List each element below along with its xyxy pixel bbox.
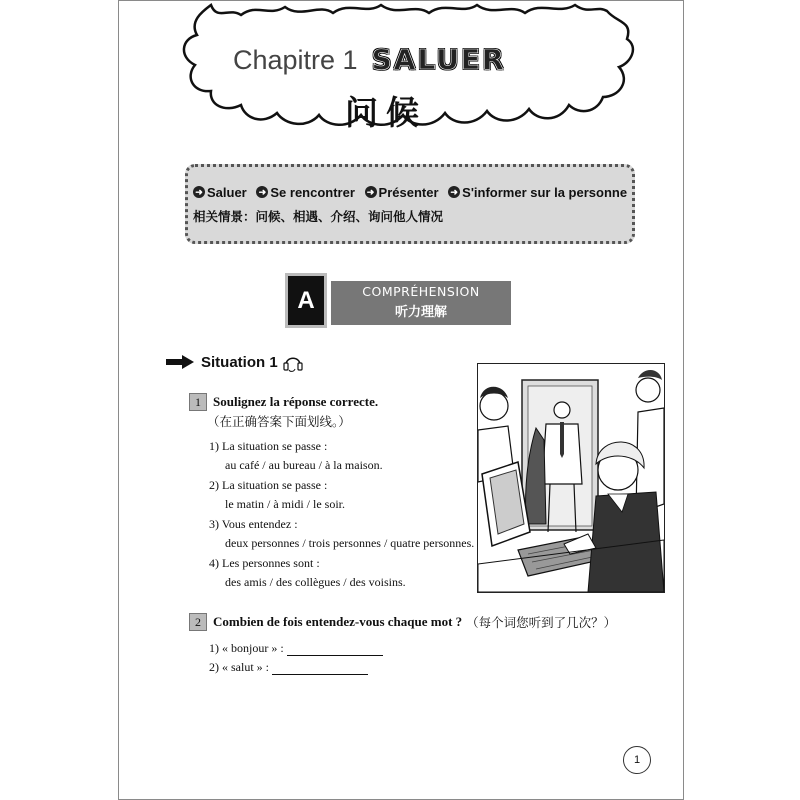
objective-item: ➜ Se rencontrer: [256, 185, 355, 200]
chapter-title: SALUER: [371, 43, 506, 76]
arrow-circle-icon: ➜: [256, 186, 268, 198]
page-number: 1: [623, 746, 651, 774]
exercise-1-subtitle: （在正确答案下面划线。）: [207, 415, 351, 429]
situation-heading: [165, 351, 304, 373]
section-title-zh: 听力理解: [394, 304, 447, 319]
chapter-heading: [233, 43, 506, 76]
arrow-circle-icon: ➜: [193, 186, 205, 198]
office-illustration: [477, 363, 665, 593]
answer-label: 1) « bonjour » :: [209, 641, 284, 655]
office-scene-image: [478, 364, 664, 592]
answer-blank[interactable]: [287, 644, 383, 656]
section-title-bar: [331, 281, 511, 325]
question-4-options[interactable]: des amis / des collègues / des voisins.: [225, 575, 406, 589]
chapter-number: Chapitre 1: [233, 45, 358, 75]
exercise-1-instruction: Soulignez la réponse correcte.: [213, 394, 379, 409]
answer-label: 2) « salut » :: [209, 660, 269, 674]
textbook-page: [118, 0, 684, 800]
objectives-list: [193, 183, 633, 200]
exercise-1-title: [189, 393, 378, 411]
objectives-zh: 相关情景：问候、相遇、介绍、询问他人情况: [193, 210, 444, 224]
exercise-2-instruction: Combien de fois entendez-vous chaque mot ?: [213, 614, 463, 629]
question-1-options[interactable]: au café / au bureau / à la maison.: [225, 458, 383, 472]
question-2-options[interactable]: le matin / à midi / le soir.: [225, 497, 345, 511]
arrow-right-icon: [165, 354, 195, 370]
section-header: [285, 273, 513, 331]
exercise-2-title: [189, 613, 616, 631]
headphones-icon[interactable]: [282, 351, 304, 373]
section-title-fr: COMPRÉHENSION: [362, 284, 480, 299]
question-4: 4) Les personnes sont :: [209, 556, 320, 570]
answer-blank[interactable]: [272, 663, 368, 675]
question-2: 2) La situation se passe :: [209, 478, 328, 492]
arrow-circle-icon: ➜: [448, 186, 460, 198]
answer-row: [209, 660, 368, 675]
objectives-box: [185, 164, 635, 244]
chapter-title-zh: 问候: [345, 93, 427, 132]
section-letter: A: [285, 273, 327, 328]
question-1: 1) La situation se passe :: [209, 439, 328, 453]
arrow-circle-icon: ➜: [365, 186, 377, 198]
exercise-number-badge: 1: [189, 393, 207, 411]
answer-row: [209, 641, 383, 656]
objective-item: ➜ Présenter: [365, 185, 439, 200]
question-3-options[interactable]: deux personnes / trois personnes / quatre personnes.: [225, 536, 475, 550]
question-3: 3) Vous entendez :: [209, 517, 298, 531]
objective-item: ➜ Saluer: [193, 185, 247, 200]
exercise-2-subtitle: （每个词您听到了几次？）: [466, 615, 617, 630]
objective-item: ➜ S'informer sur la personne: [448, 185, 627, 200]
situation-label: Situation 1: [201, 353, 278, 371]
exercise-number-badge: 2: [189, 613, 207, 631]
